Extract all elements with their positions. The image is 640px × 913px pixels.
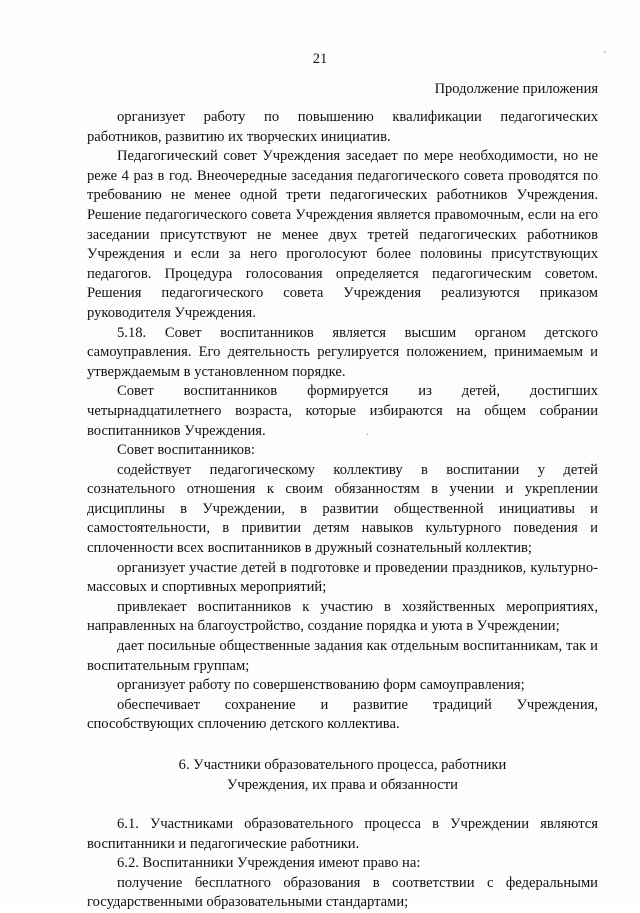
section-heading-line: Учреждения, их права и обязанности bbox=[227, 777, 458, 793]
paragraph: содействует педагогическому коллективу в воспитании у детей сознательного отношения к своим обязанностям в учении и укреплении дисциплины в Учреждении, в развитии общественной инициативы и самостоятельности, в привитии детям навыков культурного поведения и сплоченности всех воспитанников в дружный сознательный коллектив; bbox=[87, 461, 598, 557]
paragraph: обеспечивает сохранение и развитие традиций Учреждения, способствующих сплочению детского коллектива. bbox=[87, 696, 598, 733]
section-heading-line: 6. Участники образовательного процесса, работники bbox=[178, 757, 507, 773]
paragraph: дает посильные общественные задания как отдельным воспитанникам, так и воспитательным группам; bbox=[87, 638, 598, 674]
paragraph: 6.1. Участниками образовательного процесса в Учреждении являются воспитанники и педагогические работники. bbox=[87, 816, 598, 852]
paragraph: привлекает воспитанников к участию в хозяйственных мероприятиях, направленных на благоустройство, создание порядка и уюта в Учреждении; bbox=[87, 598, 598, 635]
page-number: 21 bbox=[312, 51, 328, 67]
paragraph: 6.2. Воспитанники Учреждения имеют право на: bbox=[117, 855, 421, 872]
section-heading bbox=[87, 755, 598, 795]
paragraph: Совет воспитанников: bbox=[117, 442, 255, 459]
paragraph: Совет воспитанников формируется из детей, достигших четырнадцатилетнего возраста, которые избираются на общем собрании воспитанников Учреждения. bbox=[87, 383, 598, 439]
scan-speck: . bbox=[366, 427, 369, 438]
continuation-note: Продолжение приложения bbox=[434, 81, 598, 97]
paragraph: организует участие детей в подготовке и проведении праздников, культурно-массовых и спортивных мероприятий; bbox=[87, 559, 598, 596]
paragraph: организует работу по повышению квалификации педагогических работников, развитию их творческих инициатив. bbox=[87, 109, 598, 145]
paragraph: Педагогический совет Учреждения заседает по мере необходимости, но не реже 4 раз в год. Внеочередные заседания педагогического совета проводятся по требованию не менее одной трети педагогических работников Учреждения. Решение педагогического совета Учреждения является правомочным, если на его заседании присутствуют не менее двух третей педагогических работников Учреждения и если за него проголосуют более половины присутствующих педагогов. Процедура голосования определяется педагогическим советом. Решения педагогического совета Учреждения реализуются приказом руководителя Учреждения. bbox=[87, 148, 598, 321]
scan-speck: ' bbox=[604, 50, 606, 61]
paragraph: 5.18. Совет воспитанников является высшим органом детского самоуправления. Его деятельность регулируется положением, принимаемым и утверждаемым в установленном порядке. bbox=[87, 324, 598, 380]
paragraph: получение бесплатного образования в соответствии с федеральными государственными образовательными стандартами; bbox=[87, 874, 598, 911]
paragraph: организует работу по совершенствованию форм самоуправления; bbox=[117, 677, 525, 694]
document-body bbox=[87, 108, 598, 913]
